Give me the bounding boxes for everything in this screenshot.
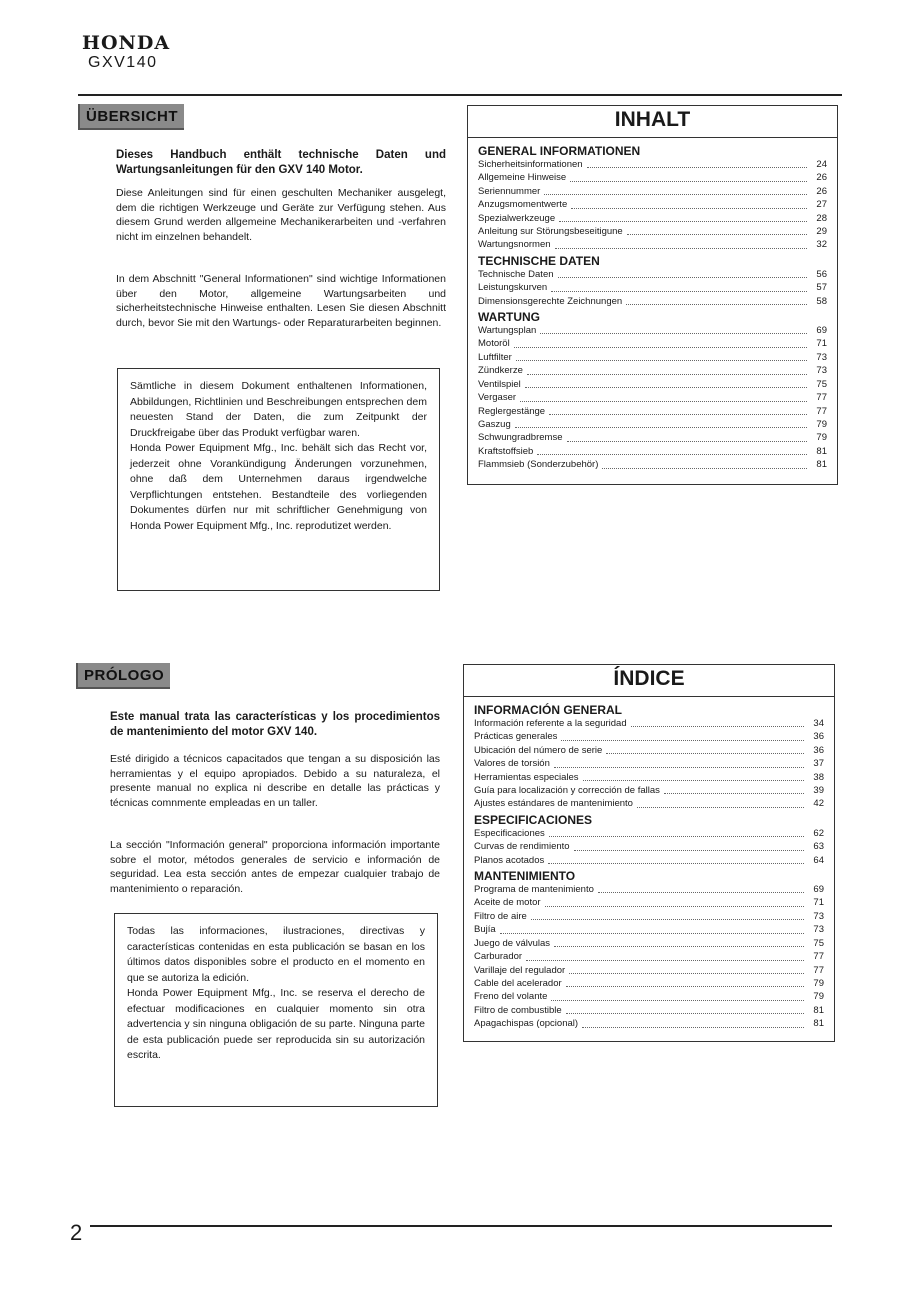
german-toc-box: [467, 105, 838, 485]
toc-entry-page: 42: [813, 798, 824, 810]
toc-entry-page: 32: [816, 239, 827, 251]
dot-leader: [554, 767, 804, 768]
toc-entry: [478, 185, 827, 198]
toc-entry: [474, 717, 824, 730]
toc-heading: MANTENIMIENTO: [474, 869, 576, 884]
toc-entry: [474, 896, 824, 909]
toc-list: [478, 144, 827, 472]
toc-entry: [478, 225, 827, 238]
toc-entry: [474, 910, 824, 923]
toc-entry-page: 71: [813, 897, 824, 909]
dot-leader: [587, 167, 807, 168]
toc-entry-page: 69: [816, 325, 827, 337]
dot-leader: [566, 1013, 804, 1014]
toc-entry-page: 56: [816, 268, 827, 280]
toc-entry: [474, 977, 824, 990]
toc-entry: [474, 840, 824, 853]
toc-heading: ESPECIFICACIONES: [474, 812, 593, 827]
toc-entry-label: Gaszug: [478, 418, 511, 430]
toc-entry-label: Planos acotados: [474, 854, 545, 866]
spanish-lead: Este manual trata las características y los procedimientos de mantenimiento del motor GXV 140.: [110, 711, 440, 738]
toc-entry: [474, 964, 824, 977]
toc-entry: [478, 198, 827, 211]
toc-entry: [474, 797, 824, 810]
dot-leader: [606, 753, 804, 754]
toc-entry-page: 79: [813, 991, 824, 1003]
dot-leader: [554, 946, 804, 947]
toc-entry-page: 79: [816, 418, 827, 430]
toc-entry-label: Ubicación del número de serie: [474, 744, 603, 756]
toc-entry-label: Leistungskurven: [478, 282, 548, 294]
toc-entry: [478, 238, 827, 251]
dot-leader: [526, 960, 804, 961]
toc-entry-label: Apagachispas (opcional): [474, 1018, 579, 1030]
toc-entry: [478, 158, 827, 171]
header-rule: [78, 94, 842, 96]
dot-leader: [555, 248, 807, 249]
dot-leader: [574, 850, 804, 851]
dot-leader: [516, 360, 807, 361]
toc-title: ÍNDICE: [464, 665, 834, 697]
toc-entry-label: Curvas de rendimiento: [474, 841, 570, 853]
toc-entry-label: Motoröl: [478, 338, 510, 350]
dot-leader: [637, 807, 804, 808]
toc-entry-page: 73: [813, 910, 824, 922]
toc-heading: WARTUNG: [478, 310, 540, 325]
dot-leader: [571, 208, 807, 209]
dot-leader: [598, 892, 804, 893]
toc-entry-page: 77: [813, 964, 824, 976]
toc-entry-label: Seriennummer: [478, 185, 541, 197]
dot-leader: [540, 333, 807, 334]
toc-entry-page: 37: [813, 758, 824, 770]
toc-entry-label: Reglergestänge: [478, 405, 546, 417]
dot-leader: [627, 234, 807, 235]
toc-entry-page: 77: [816, 392, 827, 404]
toc-entry-page: 81: [816, 445, 827, 457]
toc-entry-page: 77: [816, 405, 827, 417]
dot-leader: [515, 427, 807, 428]
toc-entry: [478, 337, 827, 350]
dot-leader: [559, 221, 807, 222]
toc-entry-page: 24: [816, 159, 827, 170]
toc-entry-page: 26: [816, 185, 827, 197]
toc-entry-label: Anzugsmomentwerte: [478, 199, 568, 211]
toc-entry-label: Programa de mantenimiento: [474, 884, 594, 896]
toc-heading: GENERAL INFORMATIONEN: [478, 144, 641, 158]
toc-entry-page: 39: [813, 785, 824, 797]
german-lead: Dieses Handbuch enthält technische Daten und Wartungsanleitungen für den GXV 140 Motor.: [116, 149, 446, 176]
toc-entry: [474, 883, 824, 896]
spanish-paragraph-1: Esté dirigido a técnicos capacitados que tengan a su disposición las herramientas y el equipo apropiados. Debido a su naturaleza, el presente manual no explica ni describe en detalle las prácticas y técnicas comnmente empleadas en un taller.: [110, 753, 440, 809]
toc-entry: [478, 364, 827, 377]
toc-entry: [478, 171, 827, 184]
toc-entry-page: 36: [813, 744, 824, 756]
toc-entry-label: Flammsieb (Sonderzubehör): [478, 459, 599, 471]
toc-entry-label: Schwungradbremse: [478, 432, 563, 444]
toc-entry: [478, 405, 827, 418]
toc-entry-page: 79: [816, 432, 827, 444]
toc-entry-page: 79: [813, 977, 824, 989]
toc-entry-label: Ventilspiel: [478, 378, 521, 390]
toc-entry: [478, 351, 827, 364]
toc-entry-label: Cable del acelerador: [474, 977, 562, 989]
dot-leader: [561, 740, 804, 741]
toc-entry: [474, 744, 824, 757]
toc-entry-page: 81: [813, 1018, 824, 1030]
toc-entry-page: 64: [813, 854, 824, 866]
dot-leader: [583, 780, 804, 781]
toc-title: INHALT: [468, 106, 837, 138]
toc-entry-page: 73: [813, 924, 824, 936]
toc-entry: [478, 431, 827, 444]
toc-entry-page: 34: [813, 718, 824, 729]
toc-entry: [478, 324, 827, 337]
toc-entry: [478, 268, 827, 281]
dot-leader: [527, 374, 807, 375]
toc-entry-label: Anleitung sur Störungsbeseitigune: [478, 226, 623, 238]
toc-entry-label: Technische Daten: [478, 268, 554, 280]
toc-entry: [478, 418, 827, 431]
toc-entry-page: 81: [813, 1004, 824, 1016]
toc-entry-page: 81: [816, 459, 827, 471]
toc-entry-label: Ajustes estándares de mantenimiento: [474, 798, 633, 810]
toc-entry: [474, 937, 824, 950]
dot-leader: [551, 291, 807, 292]
german-notice-box: Sämtliche in diesem Dokument enthaltenen Informationen, Abbildungen, Richtlinien und Beschreibungen entsprechen dem neuesten Stand der Daten, die zum Zeitpunkt der Druckfreigabe über das Produkt verfügbar waren. Honda Power Equipment Mfg., Inc. behält sich das Recht vor, jederzeit ohne Vorankündigung Änderungen vorzunehmen, ohne daß dem Unternehmen daraus irgendwelche Verpflichtungen entstehen. Bestandteile des vorliegenden Dokumentes dürfen nur mit schriftlicher Genehmigung von Honda Power Equipment Mfg., Inc. reprodutizet werden.: [117, 368, 440, 591]
brand-logo-text: HONDA: [82, 32, 171, 54]
toc-entry-page: 69: [813, 884, 824, 896]
toc-entry-label: Wartungsnormen: [478, 239, 551, 251]
dot-leader: [520, 401, 807, 402]
toc-entry-label: Aceite de motor: [474, 897, 541, 909]
toc-entry-page: 73: [816, 351, 827, 363]
toc-list: [474, 703, 824, 1031]
dot-leader: [631, 726, 804, 727]
toc-entry: [474, 923, 824, 936]
model-name: GXV140: [88, 54, 158, 71]
page-number: 2: [70, 1220, 83, 1245]
toc-entry-label: Filtro de combustible: [474, 1004, 562, 1016]
toc-entry-label: Wartungsplan: [478, 325, 537, 337]
toc-entry-page: 26: [816, 172, 827, 184]
toc-entry: [474, 950, 824, 963]
dot-leader: [567, 441, 808, 442]
toc-entry-label: Spezialwerkzeuge: [478, 212, 556, 224]
toc-entry-page: 73: [816, 365, 827, 377]
dot-leader: [500, 933, 804, 934]
toc-entry: [478, 295, 827, 308]
toc-entry-label: Dimensionsgerechte Zeichnungen: [478, 295, 623, 307]
toc-entry: [478, 281, 827, 294]
toc-entry-page: 57: [816, 282, 827, 294]
dot-leader: [558, 277, 807, 278]
toc-entry: [478, 445, 827, 458]
toc-entry-page: 77: [813, 951, 824, 963]
dot-leader: [548, 863, 804, 864]
dot-leader: [566, 986, 804, 987]
toc-entry-label: Varillaje del regulador: [474, 964, 566, 976]
toc-entry: [478, 458, 827, 471]
toc-entry-label: Guía para localización y corrección de fallas: [474, 785, 660, 797]
toc-entry-page: 58: [816, 295, 827, 307]
section-label-prologo: PRÓLOGO: [76, 663, 170, 689]
dot-leader: [544, 194, 807, 195]
spanish-toc-box: [463, 664, 835, 1042]
spanish-paragraph-2: La sección "Información general" proporciona información importante sobre el motor, métodos generales de servicio e información de seguridad. Lea esta sección antes de empezar cualquier trabajo de mantenimiento o reparación.: [110, 839, 440, 895]
toc-heading: INFORMACIÓN GENERAL: [474, 703, 622, 717]
toc-entry-label: Herramientas especiales: [474, 771, 579, 783]
toc-entry: [474, 827, 824, 840]
dot-leader: [525, 387, 807, 388]
toc-entry: [474, 1004, 824, 1017]
dot-leader: [664, 793, 804, 794]
dot-leader: [537, 454, 807, 455]
spanish-notice-box: Todas las informaciones, ilustraciones, directivas y características contenidas en esta publicación se basan en los últimos datos disponibles sobre el producto en el momento en que se autoriza la edición. Honda Power Equipment Mfg., Inc. se reserva el derecho de efectuar modificaciones en cualquier momento sin otra advertencia y sin ninguna obligación de su parte. Ninguna parte de esta publicación puede ser reproducida sin su autorización escrita.: [114, 913, 438, 1107]
toc-entry-label: Especificaciones: [474, 827, 545, 839]
toc-entry-page: 38: [813, 771, 824, 783]
toc-entry-label: Allgemeine Hinweise: [478, 172, 567, 184]
toc-entry-label: Zündkerze: [478, 365, 523, 377]
toc-entry-label: Sicherheitsinformationen: [478, 159, 583, 170]
german-paragraph-2: In dem Abschnitt "General Informationen" sind wichtige Informationen über den Motor, allgemeine Wartungsarbeiten und sicherheitstechnische Hinweise enthalten. Lesen Sie diesen Abschnitt durch, bevor Sie mit den Wartungs- oder Reparaturarbeiten beginnen.: [116, 273, 446, 329]
toc-entry-page: 75: [816, 378, 827, 390]
section-label-uebersicht: ÜBERSICHT: [78, 104, 184, 130]
toc-entry-page: 71: [816, 338, 827, 350]
german-paragraph-1: Diese Anleitungen sind für einen geschulten Mechaniker ausgelegt, dem die richtigen Werkzeuge und Geräte zur Verfügung stehen. Aus diesem Grund werden allgemeine Mechanikerarbeiten und -verfahren nicht im einzelnen behandelt.: [116, 187, 446, 243]
toc-entry-label: Kraftstoffsieb: [478, 445, 534, 457]
toc-entry-page: 63: [813, 841, 824, 853]
toc-entry-page: 75: [813, 937, 824, 949]
toc-entry: [478, 212, 827, 225]
dot-leader: [549, 836, 804, 837]
toc-entry-page: 27: [816, 199, 827, 211]
toc-entry-label: Información referente a la seguridad: [474, 718, 627, 729]
toc-entry: [474, 730, 824, 743]
dot-leader: [602, 468, 807, 469]
footer-rule: [90, 1225, 832, 1227]
toc-heading: TECHNISCHE DATEN: [478, 253, 600, 268]
toc-entry-label: Bujía: [474, 924, 496, 936]
toc-entry-page: 28: [816, 212, 827, 224]
toc-entry: [478, 378, 827, 391]
dot-leader: [582, 1027, 804, 1028]
toc-entry-label: Juego de válvulas: [474, 937, 551, 949]
toc-entry: [474, 990, 824, 1003]
dot-leader: [626, 304, 807, 305]
toc-entry: [478, 391, 827, 404]
toc-entry-page: 29: [816, 226, 827, 238]
toc-entry-label: Filtro de aire: [474, 910, 527, 922]
toc-entry-label: Luftfilter: [478, 351, 512, 363]
dot-leader: [570, 181, 807, 182]
dot-leader: [514, 347, 807, 348]
toc-entry-label: Carburador: [474, 951, 523, 963]
toc-entry: [474, 854, 824, 867]
dot-leader: [551, 1000, 804, 1001]
toc-entry-label: Prácticas generales: [474, 731, 558, 743]
toc-entry: [474, 1017, 824, 1030]
toc-entry-page: 62: [813, 827, 824, 839]
dot-leader: [569, 973, 804, 974]
toc-entry: [474, 771, 824, 784]
toc-entry-label: Vergaser: [478, 392, 517, 404]
toc-entry: [474, 784, 824, 797]
dot-leader: [545, 906, 804, 907]
dot-leader: [531, 919, 804, 920]
toc-entry-label: Freno del volante: [474, 991, 548, 1003]
toc-entry: [474, 757, 824, 770]
dot-leader: [549, 414, 807, 415]
toc-entry-page: 36: [813, 731, 824, 743]
toc-entry-label: Valores de torsión: [474, 758, 550, 770]
